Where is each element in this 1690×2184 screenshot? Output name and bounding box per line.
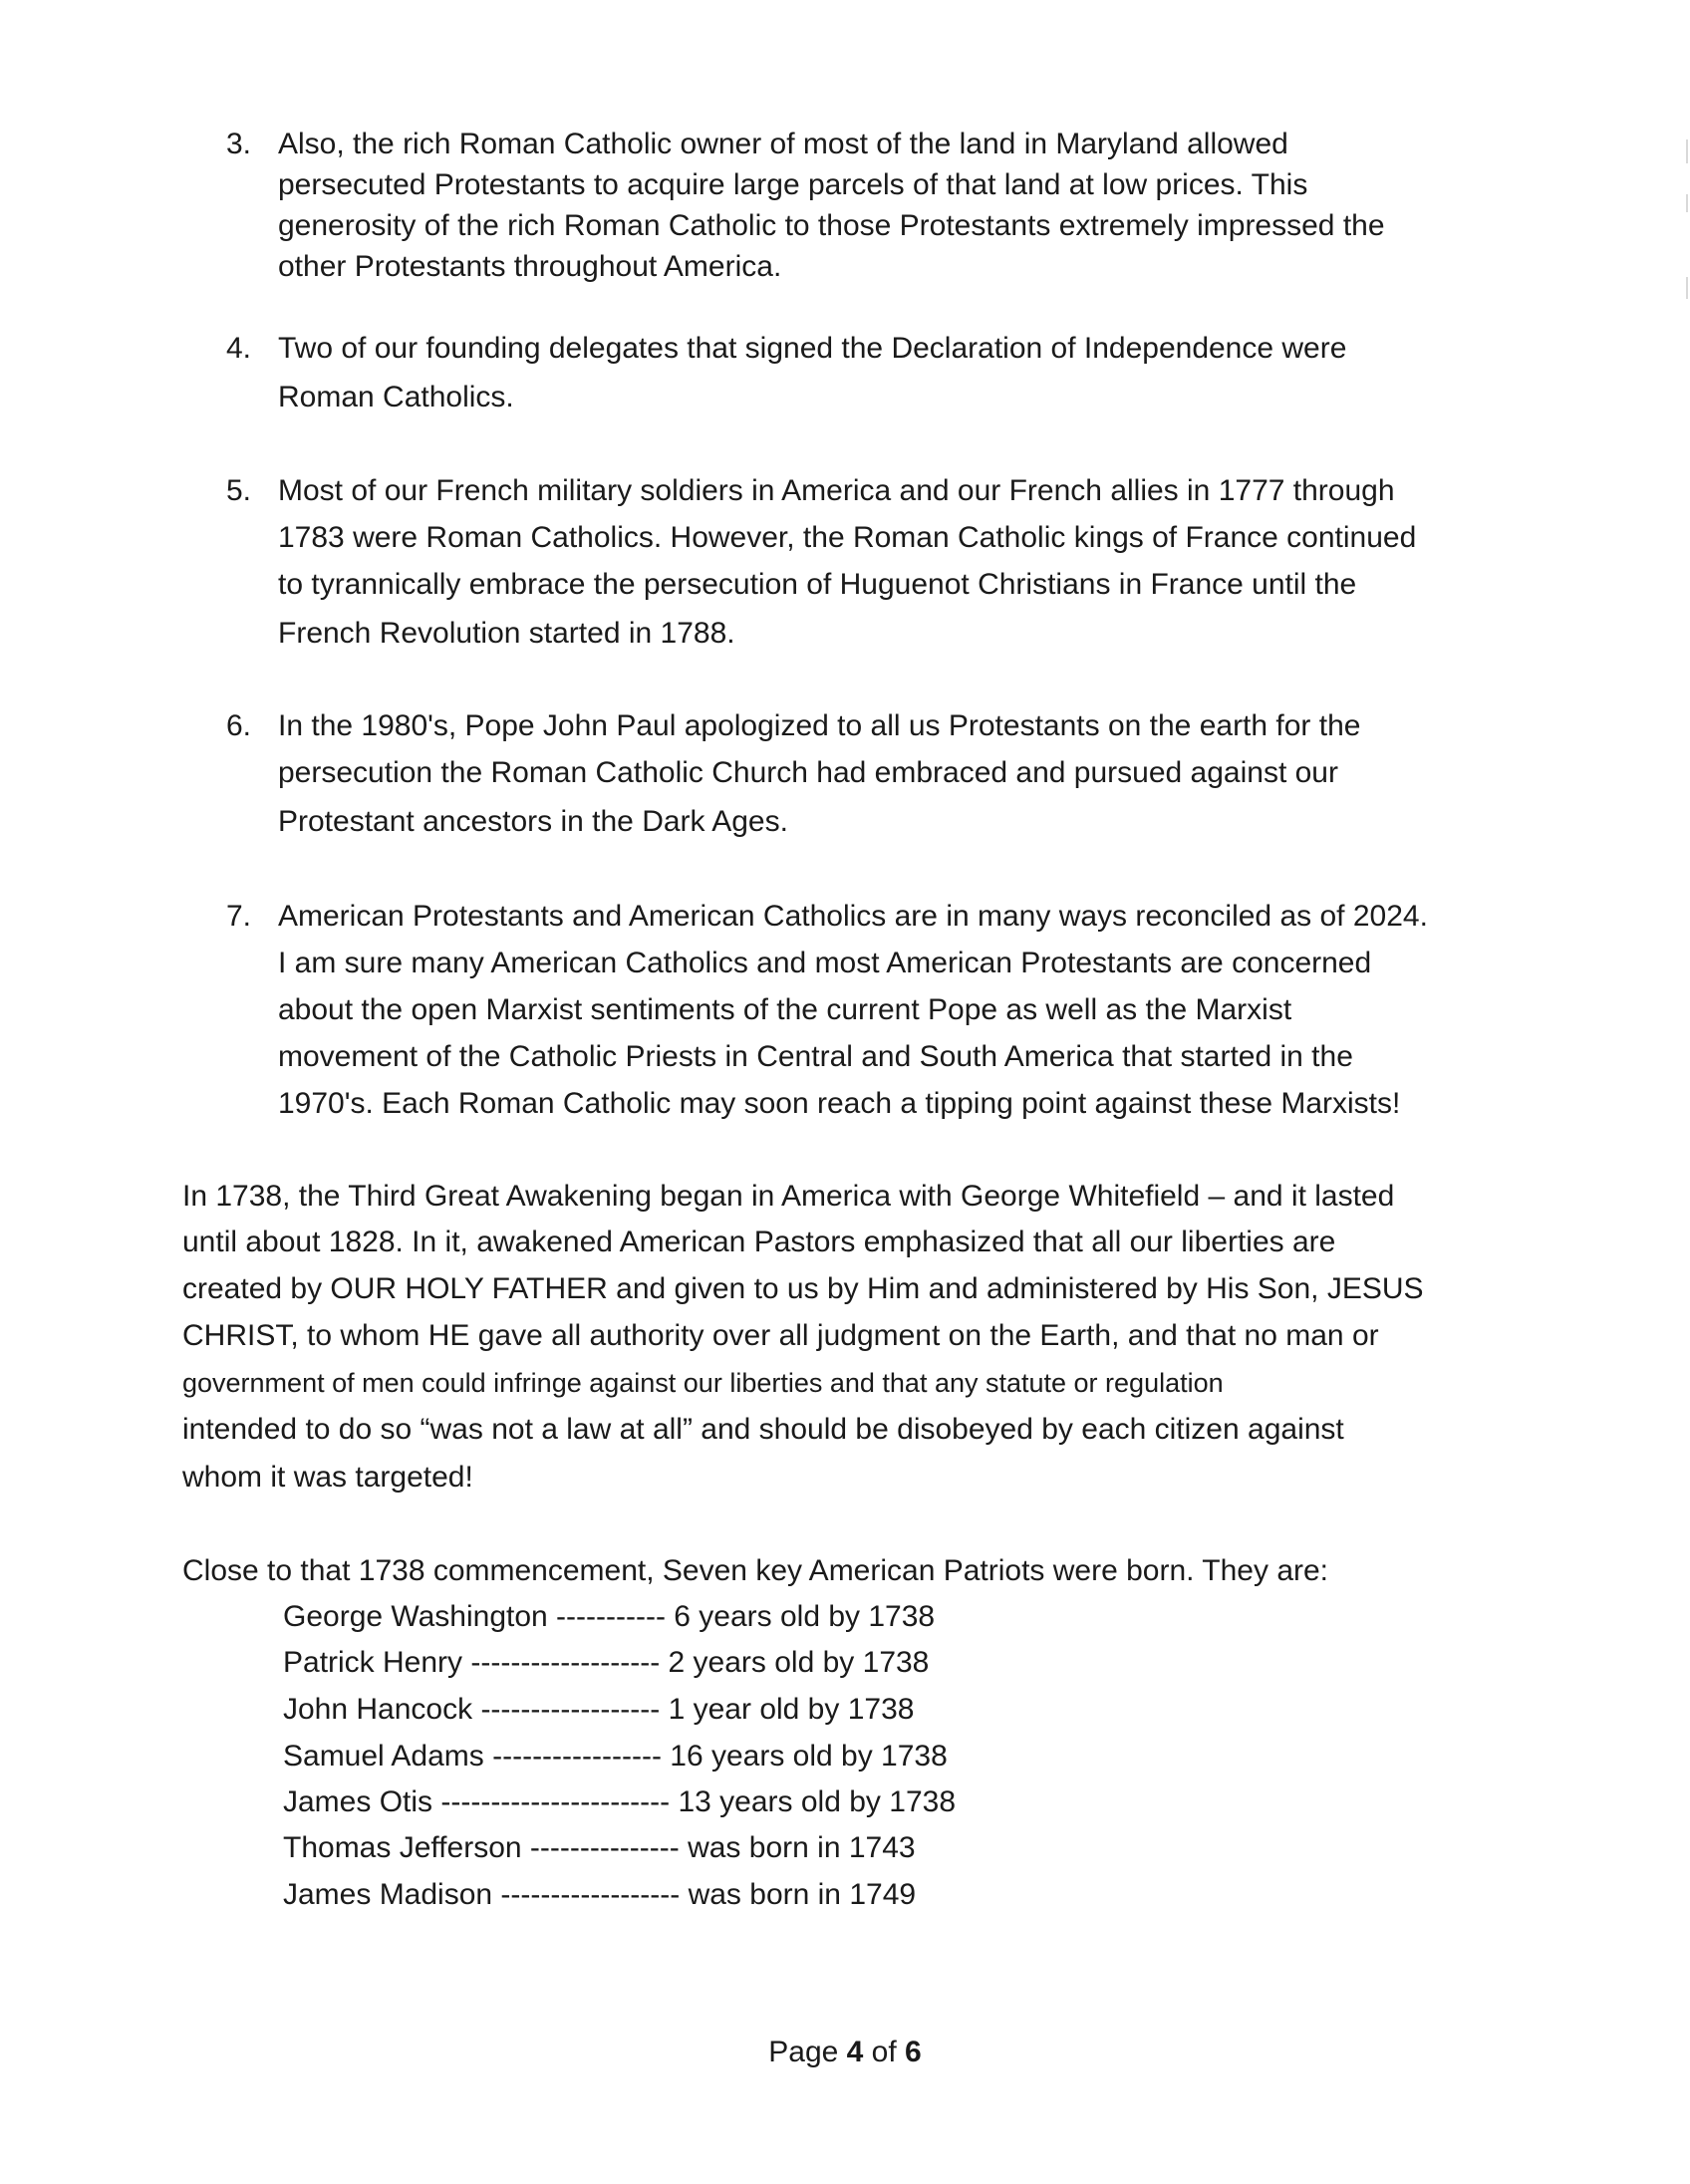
- list-item-line: I am sure many American Catholics and most American Protestants are concerned: [278, 947, 1372, 979]
- list-item-line: Roman Catholics.: [278, 381, 514, 413]
- paragraph-line: intended to do so “was not a law at all” and should be disobeyed by each citizen against: [182, 1413, 1344, 1446]
- list-number: 4.: [226, 332, 252, 365]
- list-number: 3.: [226, 128, 252, 160]
- scan-mark: [1686, 277, 1688, 299]
- list-item-line: persecuted Protestants to acquire large parcels of that land at low prices. This: [278, 168, 1308, 201]
- patriots-intro-text: Close to that 1738 commencement, Seven key American Patriots were born. They are:: [182, 1554, 1329, 1587]
- list-item-line: to tyrannically embrace the persecution of Huguenot Christians in France until the: [278, 568, 1357, 601]
- list-number: 7.: [226, 900, 252, 933]
- paragraph-line: whom it was targeted!: [182, 1461, 473, 1494]
- footer-current-page: 4: [846, 2036, 864, 2068]
- list-item-line: generosity of the rich Roman Catholic to those Protestants extremely impressed the: [278, 209, 1385, 242]
- list-number: 6.: [226, 709, 252, 742]
- patriot-entry: Thomas Jefferson --------------- was born in 1743: [283, 1831, 916, 1864]
- paragraph-line: government of men could infringe against our liberties and that any statute or regulation: [182, 1368, 1224, 1398]
- patriot-entry: Patrick Henry ------------------- 2 years old by 1738: [283, 1646, 930, 1679]
- scan-mark: [1686, 139, 1688, 163]
- list-item-line: Most of our French military soldiers in America and our French allies in 1777 through: [278, 474, 1395, 507]
- list-item-line: Also, the rich Roman Catholic owner of most of the land in Maryland allowed: [278, 128, 1288, 160]
- scan-mark: [1686, 194, 1688, 212]
- patriot-entry: Samuel Adams ----------------- 16 years old by 1738: [283, 1740, 948, 1773]
- footer-middle: of: [863, 2036, 906, 2068]
- paragraph-line: In 1738, the Third Great Awakening began in America with George Whitefield – and it lasted: [182, 1180, 1395, 1213]
- list-item-line: 1970's. Each Roman Catholic may soon reach a tipping point against these Marxists!: [278, 1087, 1401, 1120]
- list-item-line: Protestant ancestors in the Dark Ages.: [278, 805, 788, 838]
- list-item-line: 1783 were Roman Catholics. However, the Roman Catholic kings of France continued: [278, 521, 1417, 554]
- patriot-entry: John Hancock ------------------ 1 year old by 1738: [283, 1693, 915, 1726]
- list-number: 5.: [226, 474, 252, 507]
- patriot-entry: James Madison ------------------ was born in 1749: [283, 1878, 917, 1911]
- list-item-line: about the open Marxist sentiments of the current Pope as well as the Marxist: [278, 993, 1292, 1026]
- list-item-line: American Protestants and American Catholics are in many ways reconciled as of 2024.: [278, 900, 1428, 933]
- list-item-line: persecution the Roman Catholic Church had embraced and pursued against our: [278, 756, 1338, 789]
- list-item-line: movement of the Catholic Priests in Central and South America that started in the: [278, 1040, 1353, 1073]
- list-item-line: In the 1980's, Pope John Paul apologized to all us Protestants on the earth for the: [278, 709, 1361, 742]
- footer-total-pages: 6: [905, 2036, 922, 2068]
- list-item-line: French Revolution started in 1788.: [278, 617, 735, 650]
- footer-prefix: Page: [768, 2036, 847, 2068]
- paragraph-line: CHRIST, to whom HE gave all authority over all judgment on the Earth, and that no man or: [182, 1319, 1379, 1352]
- list-item-line: Two of our founding delegates that signed the Declaration of Independence were: [278, 332, 1347, 365]
- paragraph-line: created by OUR HOLY FATHER and given to us by Him and administered by His Son, JESUS: [182, 1272, 1424, 1305]
- page-footer: [0, 2036, 1690, 2069]
- paragraph-line: until about 1828. In it, awakened American Pastors emphasized that all our liberties are: [182, 1226, 1336, 1258]
- patriot-entry: James Otis ----------------------- 13 years old by 1738: [283, 1785, 956, 1818]
- patriot-entry: George Washington ----------- 6 years old by 1738: [283, 1600, 936, 1633]
- list-item-line: other Protestants throughout America.: [278, 250, 782, 283]
